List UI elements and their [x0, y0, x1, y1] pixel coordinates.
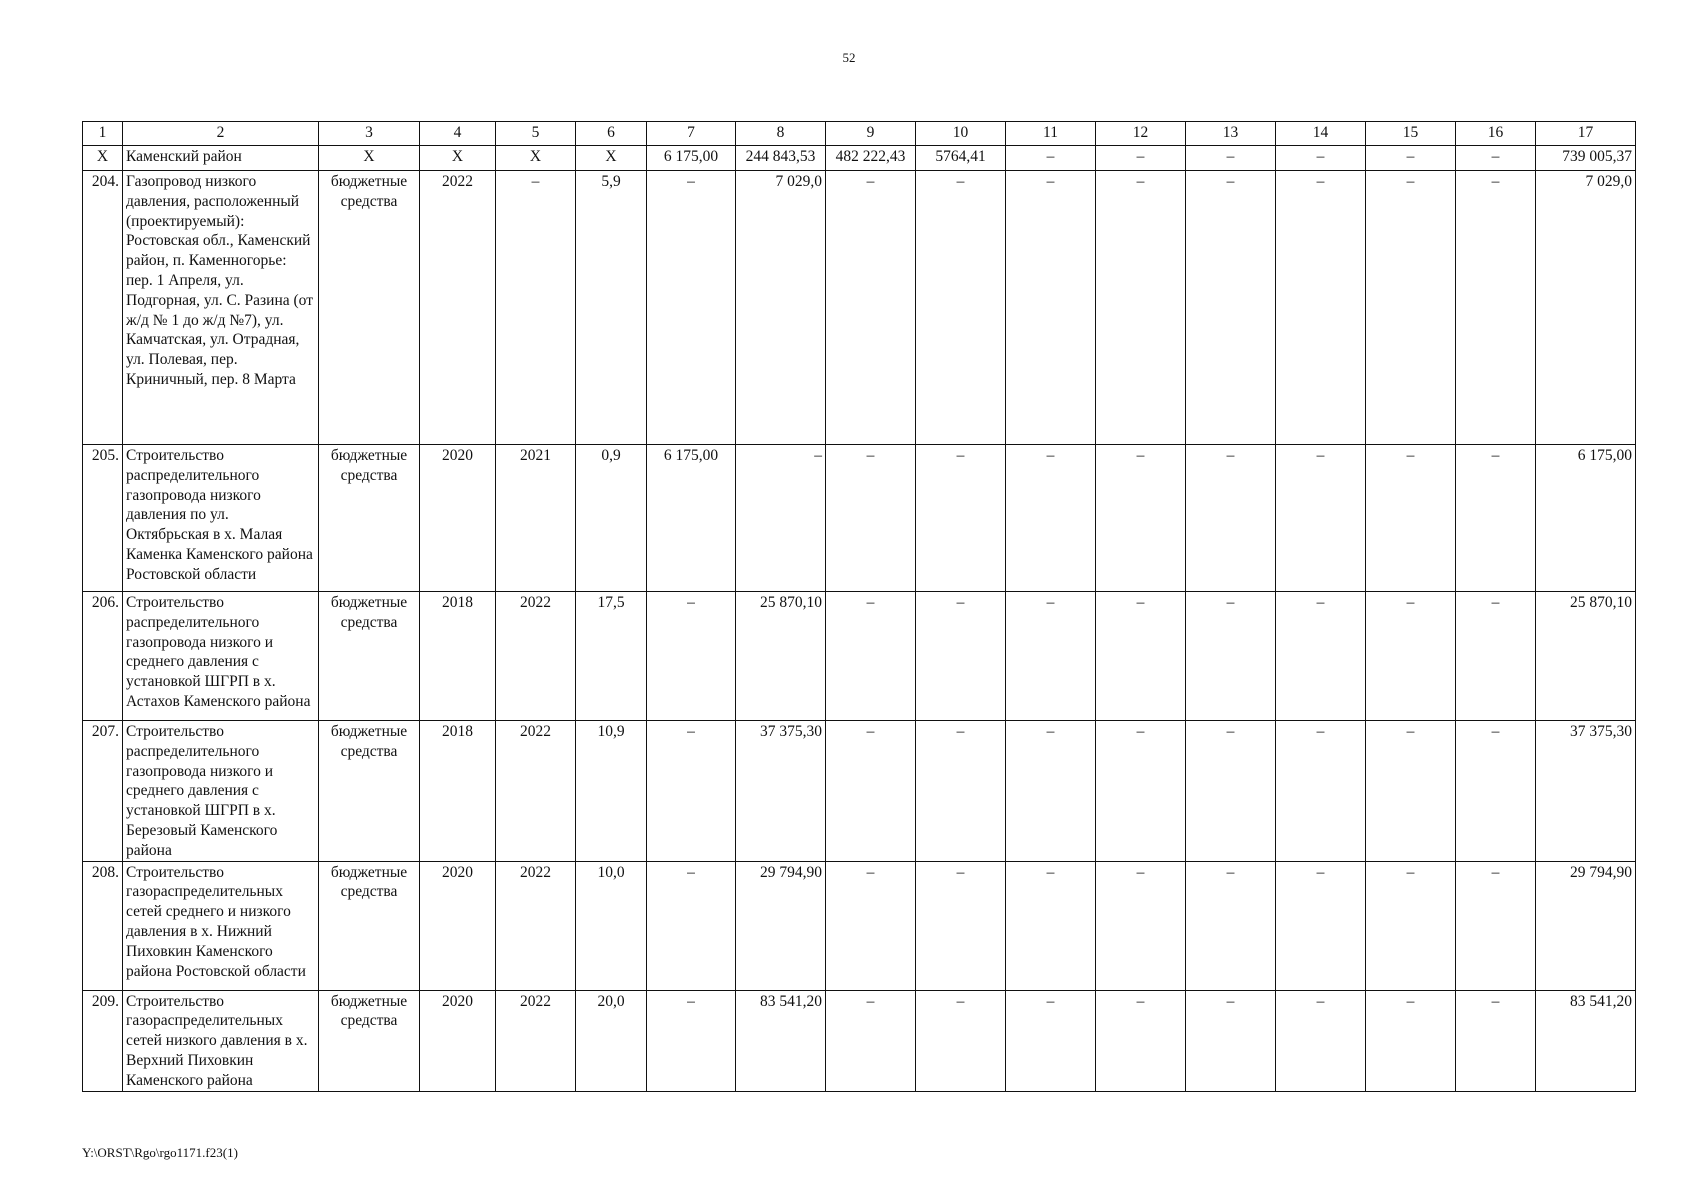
cell-num: 207.	[83, 721, 123, 862]
table-row	[83, 445, 1636, 592]
summary-cell-v13: –	[1186, 146, 1276, 171]
summary-cell-v14: –	[1276, 146, 1366, 171]
table-row	[83, 721, 1636, 862]
cell-end: 2022	[496, 721, 576, 862]
summary-cell-length: Х	[576, 146, 647, 171]
summary-cell-v9: 482 222,43	[826, 146, 916, 171]
header-cell-16: 16	[1456, 122, 1536, 146]
cell-total: 29 794,90	[1536, 861, 1636, 990]
page-number: 52	[842, 50, 856, 65]
header-cell-6: 6	[576, 122, 647, 146]
header-cell-14: 14	[1276, 122, 1366, 146]
cell-v13: –	[1186, 445, 1276, 592]
cell-start: 2020	[420, 861, 496, 990]
header-cell-5: 5	[496, 122, 576, 146]
header-cell-15: 15	[1366, 122, 1456, 146]
cell-v14: –	[1276, 990, 1366, 1091]
cell-v14: –	[1276, 592, 1366, 721]
header-cell-2: 2	[123, 122, 319, 146]
cell-v15: –	[1366, 445, 1456, 592]
cell-start: 2018	[420, 592, 496, 721]
cell-v14: –	[1276, 861, 1366, 990]
summary-cell-v8: 244 843,53	[736, 146, 826, 171]
cell-end: 2022	[496, 592, 576, 721]
cell-total: 7 029,0	[1536, 171, 1636, 445]
cell-num: 206.	[83, 592, 123, 721]
cell-v7: 6 175,00	[647, 445, 736, 592]
summary-cell-v10: 5764,41	[916, 146, 1006, 171]
cell-v13: –	[1186, 990, 1276, 1091]
summary-cell-end: Х	[496, 146, 576, 171]
cell-v14: –	[1276, 171, 1366, 445]
cell-v16: –	[1456, 592, 1536, 721]
header-cell-4: 4	[420, 122, 496, 146]
table-row	[83, 592, 1636, 721]
cell-source: бюджетные средства	[319, 592, 420, 721]
cell-source: бюджетные средства	[319, 445, 420, 592]
cell-start: 2020	[420, 445, 496, 592]
header-cell-7: 7	[647, 122, 736, 146]
cell-end: 2022	[496, 861, 576, 990]
header-cell-8: 8	[736, 122, 826, 146]
table-row	[83, 990, 1636, 1091]
cell-total: 83 541,20	[1536, 990, 1636, 1091]
cell-end: –	[496, 171, 576, 445]
summary-cell-start: Х	[420, 146, 496, 171]
cell-num: 209.	[83, 990, 123, 1091]
cell-source: бюджетные средства	[319, 171, 420, 445]
cell-v11: –	[1006, 990, 1096, 1091]
cell-v8: –	[736, 445, 826, 592]
cell-v10: –	[916, 592, 1006, 721]
cell-name: Газопровод низкого давления, расположенный (проектируемый): Ростовская обл., Каменский район, п. Каменногорье: пер. 1 Апреля, ул. Подгорная, ул. С. Разина (от ж/д № 1 до ж/д №7), ул. Камчатская, ул. Отрадная, ул. Полевая, пер. Криничный, пер. 8 Марта	[123, 171, 319, 445]
summary-cell-num: Х	[83, 146, 123, 171]
cell-num: 204.	[83, 171, 123, 445]
district-summary-row	[83, 146, 1636, 171]
cell-v13: –	[1186, 721, 1276, 862]
cell-v15: –	[1366, 171, 1456, 445]
cell-v14: –	[1276, 445, 1366, 592]
cell-start: 2018	[420, 721, 496, 862]
cell-v13: –	[1186, 171, 1276, 445]
header-row	[83, 122, 1636, 146]
cell-v7: –	[647, 721, 736, 862]
cell-length: 10,9	[576, 721, 647, 862]
cell-v12: –	[1096, 445, 1186, 592]
cell-end: 2021	[496, 445, 576, 592]
cell-v8: 29 794,90	[736, 861, 826, 990]
cell-name: Строительство распределительного газопровода низкого и среднего давления с установкой ШГРП в х. Березовый Каменского района	[123, 721, 319, 862]
cell-v15: –	[1366, 721, 1456, 862]
cell-v13: –	[1186, 861, 1276, 990]
summary-cell-v11: –	[1006, 146, 1096, 171]
cell-name: Строительство распределительного газопровода низкого и среднего давления с установкой ШГРП в х. Астахов Каменского района	[123, 592, 319, 721]
cell-v8: 37 375,30	[736, 721, 826, 862]
cell-start: 2022	[420, 171, 496, 445]
header-cell-3: 3	[319, 122, 420, 146]
header-cell-13: 13	[1186, 122, 1276, 146]
cell-total: 6 175,00	[1536, 445, 1636, 592]
cell-num: 208.	[83, 861, 123, 990]
cell-v10: –	[916, 990, 1006, 1091]
cell-length: 5,9	[576, 171, 647, 445]
cell-v16: –	[1456, 445, 1536, 592]
cell-v9: –	[826, 861, 916, 990]
cell-length: 0,9	[576, 445, 647, 592]
cell-v13: –	[1186, 592, 1276, 721]
header-cell-10: 10	[916, 122, 1006, 146]
cell-name: Строительство распределительного газопровода низкого давления по ул. Октябрьская в х. Малая Каменка Каменского района Ростовской области	[123, 445, 319, 592]
cell-v10: –	[916, 861, 1006, 990]
cell-v9: –	[826, 592, 916, 721]
cell-v15: –	[1366, 592, 1456, 721]
cell-v7: –	[647, 592, 736, 721]
cell-v16: –	[1456, 990, 1536, 1091]
summary-cell-v7: 6 175,00	[647, 146, 736, 171]
summary-cell-v16: –	[1456, 146, 1536, 171]
cell-v11: –	[1006, 592, 1096, 721]
cell-v14: –	[1276, 721, 1366, 862]
cell-num: 205.	[83, 445, 123, 592]
cell-v12: –	[1096, 990, 1186, 1091]
cell-v15: –	[1366, 990, 1456, 1091]
cell-source: бюджетные средства	[319, 861, 420, 990]
cell-v11: –	[1006, 445, 1096, 592]
cell-source: бюджетные средства	[319, 990, 420, 1091]
cell-v16: –	[1456, 171, 1536, 445]
cell-v11: –	[1006, 861, 1096, 990]
cell-name: Строительство газораспределительных сетей низкого давления в х. Верхний Пиховкин Каменского района	[123, 990, 319, 1091]
cell-source: бюджетные средства	[319, 721, 420, 862]
table-row	[83, 861, 1636, 990]
cell-end: 2022	[496, 990, 576, 1091]
cell-v9: –	[826, 445, 916, 592]
cell-v15: –	[1366, 861, 1456, 990]
cell-v8: 83 541,20	[736, 990, 826, 1091]
summary-cell-total: 739 005,37	[1536, 146, 1636, 171]
cell-v9: –	[826, 171, 916, 445]
cell-v7: –	[647, 990, 736, 1091]
header-cell-17: 17	[1536, 122, 1636, 146]
cell-v16: –	[1456, 861, 1536, 990]
cell-total: 37 375,30	[1536, 721, 1636, 862]
file-path-footer: Y:\ORST\Rgo\rgo1171.f23(1)	[82, 1145, 238, 1160]
cell-v12: –	[1096, 861, 1186, 990]
cell-start: 2020	[420, 990, 496, 1091]
cell-v10: –	[916, 171, 1006, 445]
cell-v9: –	[826, 721, 916, 862]
cell-v12: –	[1096, 721, 1186, 862]
cell-v12: –	[1096, 592, 1186, 721]
cell-length: 10,0	[576, 861, 647, 990]
cell-v8: 7 029,0	[736, 171, 826, 445]
table-row	[83, 171, 1636, 445]
cell-v11: –	[1006, 721, 1096, 862]
header-cell-12: 12	[1096, 122, 1186, 146]
cell-v11: –	[1006, 171, 1096, 445]
cell-v7: –	[647, 861, 736, 990]
investment-table	[82, 121, 1636, 1092]
cell-v7: –	[647, 171, 736, 445]
cell-length: 20,0	[576, 990, 647, 1091]
summary-cell-name: Каменский район	[123, 146, 319, 171]
cell-name: Строительство газораспределительных сетей среднего и низкого давления в х. Нижний Пиховкин Каменского района Ростовской области	[123, 861, 319, 990]
cell-length: 17,5	[576, 592, 647, 721]
header-cell-9: 9	[826, 122, 916, 146]
cell-v10: –	[916, 445, 1006, 592]
cell-v16: –	[1456, 721, 1536, 862]
cell-total: 25 870,10	[1536, 592, 1636, 721]
cell-v12: –	[1096, 171, 1186, 445]
cell-v9: –	[826, 990, 916, 1091]
summary-cell-v12: –	[1096, 146, 1186, 171]
summary-cell-source: Х	[319, 146, 420, 171]
summary-cell-v15: –	[1366, 146, 1456, 171]
header-cell-11: 11	[1006, 122, 1096, 146]
cell-v8: 25 870,10	[736, 592, 826, 721]
cell-v10: –	[916, 721, 1006, 862]
header-cell-1: 1	[83, 122, 123, 146]
